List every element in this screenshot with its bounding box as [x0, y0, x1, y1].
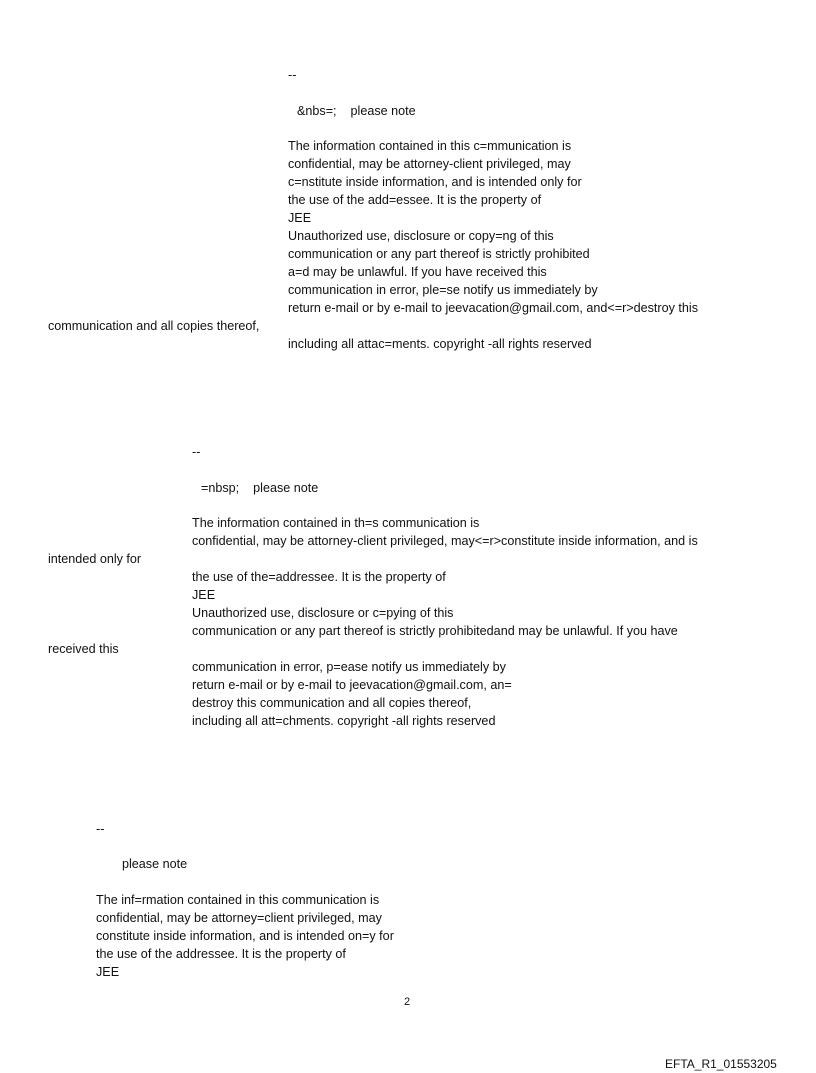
notice-line: The inf=rmation contained in this communication is: [96, 893, 380, 907]
notice-line: confidential, may be attorney=client privileged, may: [96, 911, 382, 925]
page-number: 2: [404, 996, 411, 1008]
notice-line: communication or any part thereof is strictly prohibitedand may be unlawful. If you have: [192, 624, 678, 638]
notice-line: The information contained in this c=mmunication is: [288, 139, 572, 153]
notice-line-wrapped: intended only for: [48, 552, 142, 566]
notice-line-wrapped: received this: [48, 642, 119, 656]
notice-line: JEE: [192, 588, 216, 602]
notice-line: JEE: [288, 211, 312, 225]
notice-line-wrapped: communication and all copies thereof,: [48, 319, 260, 333]
notice-line: including all attac=ments. copyright -all rights reserved: [288, 337, 592, 351]
notice-line: return e-mail or by e-mail to jeevacation@gmail.com, and<=r>destroy this: [288, 301, 699, 315]
notice-line: Unauthorized use, disclosure or c=pying of this: [192, 606, 454, 620]
notice-line: c=nstitute inside information, and is intended only for: [288, 175, 582, 189]
notice-line: communication in error, p=ease notify us immediately by: [192, 660, 506, 674]
notice-line: The information contained in th=s communication is: [192, 516, 480, 530]
notice-line: JEE: [96, 965, 120, 979]
notice-line: communication or any part thereof is strictly prohibited: [288, 247, 590, 261]
notice-line: including all att=chments. copyright -all rights reserved: [192, 714, 496, 728]
separator: --: [96, 822, 105, 836]
separator: --: [288, 68, 297, 82]
notice-line: communication in error, ple=se notify us immediately by: [288, 283, 598, 297]
notice-line: the use of the addressee. It is the property of: [96, 947, 346, 961]
notice-line: return e-mail or by e-mail to jeevacation@gmail.com, an=: [192, 678, 512, 692]
notice-heading: &nbs=; please note: [297, 104, 416, 118]
separator: --: [192, 445, 201, 459]
notice-line: confidential, may be attorney-client privileged, may: [288, 157, 571, 171]
notice-line: constitute inside information, and is intended on=y for: [96, 929, 394, 943]
notice-heading: =nbsp; please note: [201, 481, 319, 495]
notice-line: the use of the add=essee. It is the property of: [288, 193, 542, 207]
document-id: EFTA_R1_01553205: [665, 1057, 777, 1071]
notice-line: a=d may be unlawful. If you have received this: [288, 265, 547, 279]
notice-line: the use of the=addressee. It is the property of: [192, 570, 446, 584]
notice-heading: please note: [122, 857, 188, 871]
notice-line: confidential, may be attorney-client privileged, may<=r>constitute inside information, and is: [192, 534, 698, 548]
notice-line: destroy this communication and all copies thereof,: [192, 696, 472, 710]
notice-line: Unauthorized use, disclosure or copy=ng of this: [288, 229, 554, 243]
